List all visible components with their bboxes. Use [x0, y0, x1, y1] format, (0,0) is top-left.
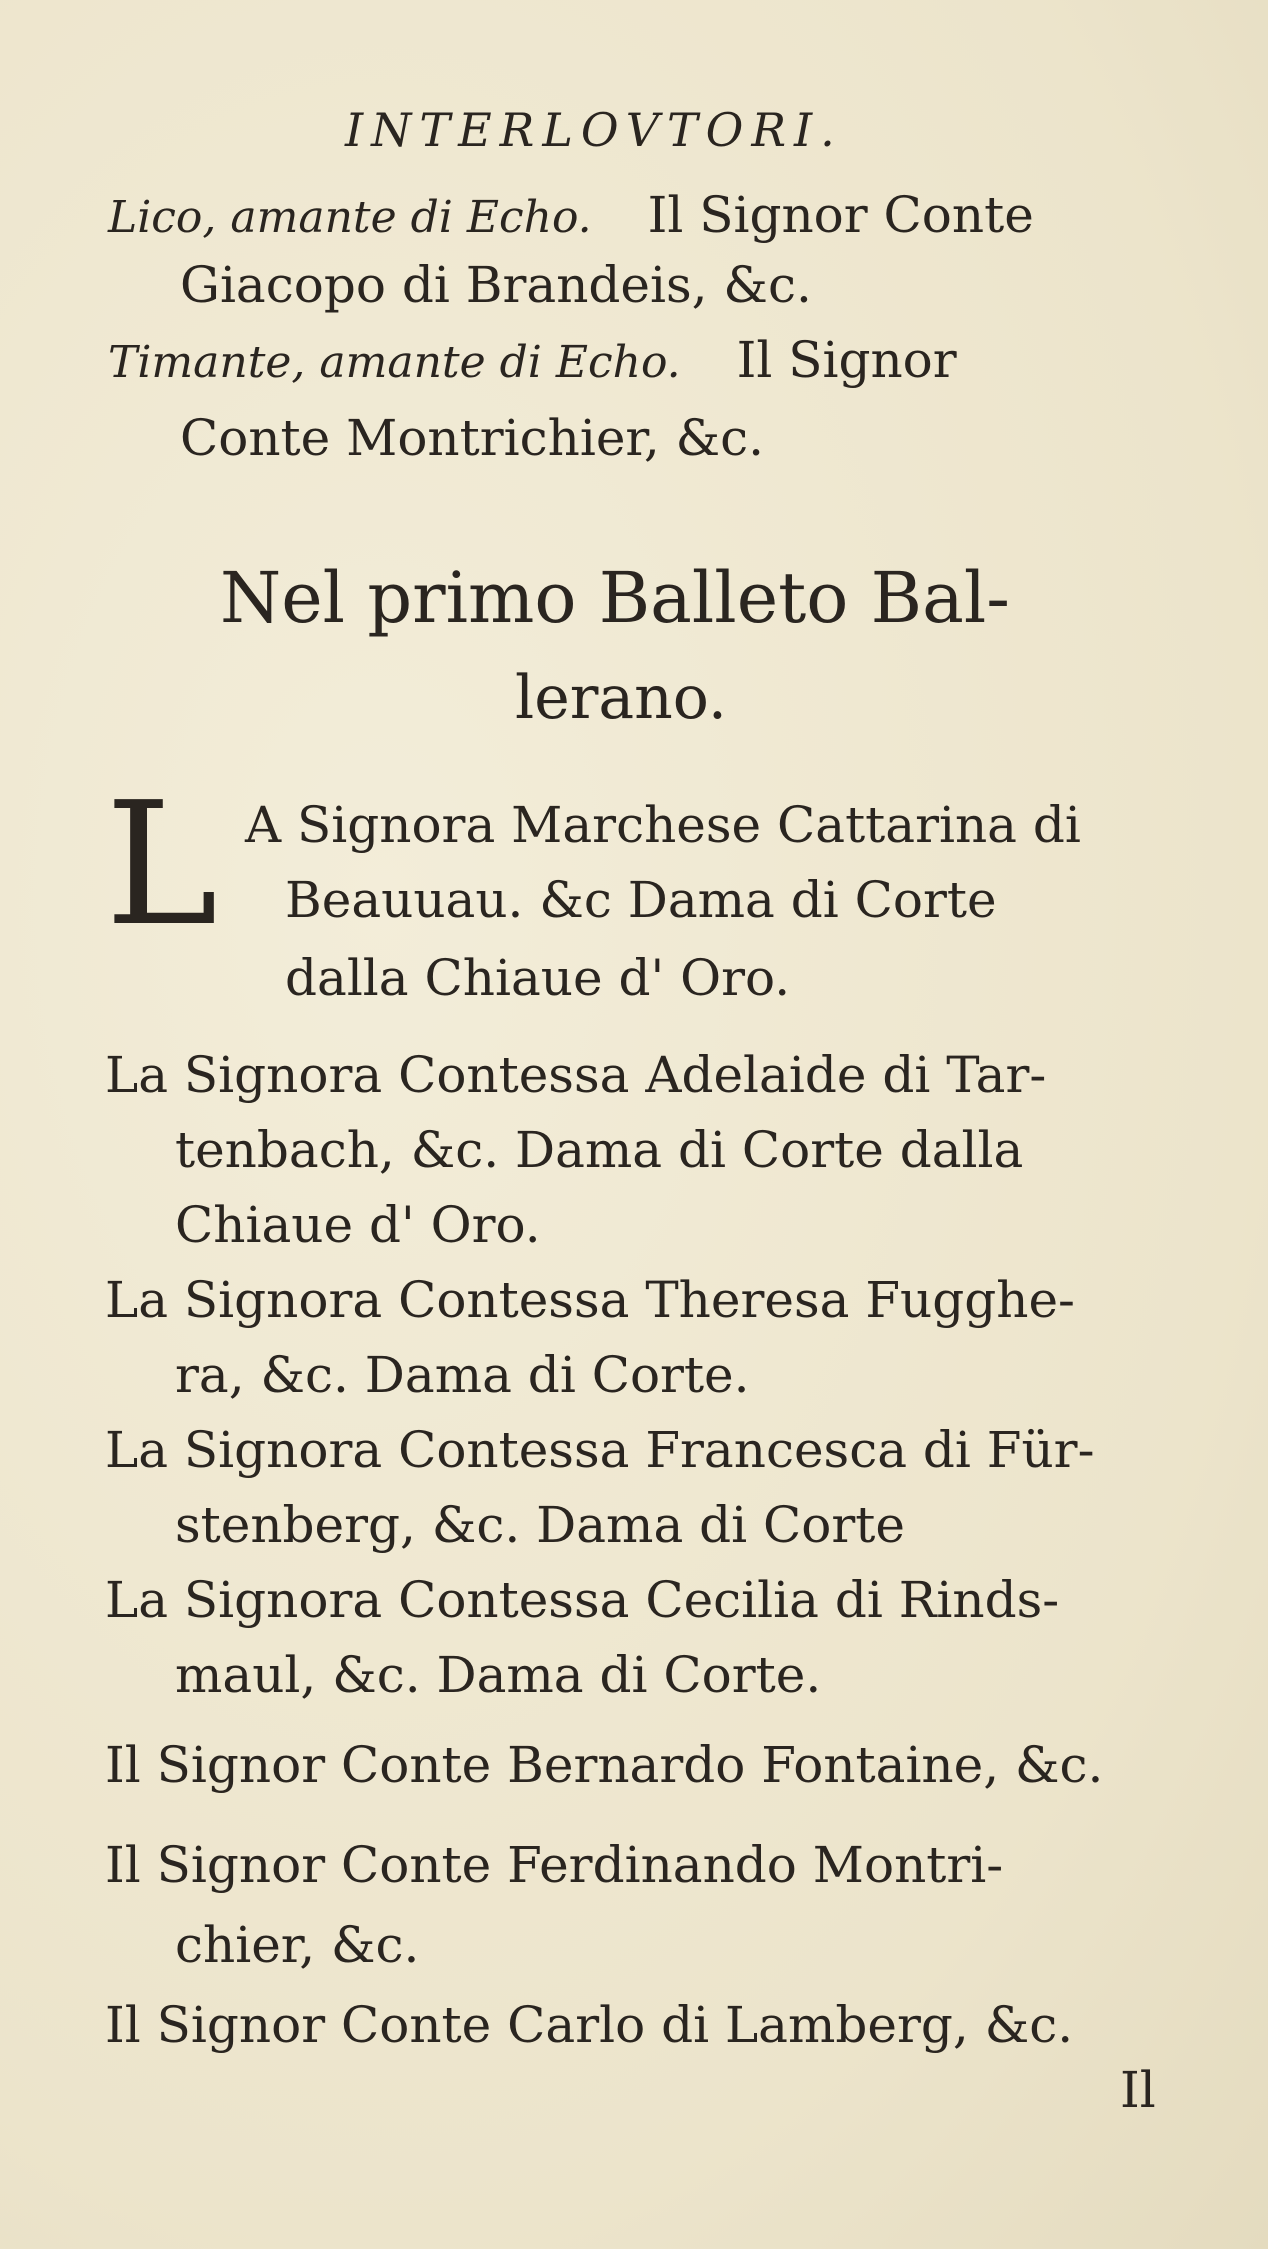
page-header: INTERLOVTORI.: [345, 103, 843, 157]
entry-line: Chiaue d' Oro.: [175, 1196, 541, 1254]
entry-line: chier, &c.: [175, 1916, 420, 1974]
catchword: Il: [1120, 2061, 1156, 2119]
cast-line: [108, 185, 1034, 248]
actor-continuation: Conte Montrichier, &c.: [180, 409, 765, 467]
entry-line: La Signora Contessa Theresa Fugghe-: [105, 1271, 1075, 1329]
role-name: Lico, amante di Echo.: [108, 192, 592, 243]
section-heading-continuation: lerano.: [515, 663, 727, 733]
entry-line: A Signora Marchese Cattarina di: [245, 796, 1081, 854]
cast-line: [108, 330, 957, 393]
actor-name: Il Signor: [736, 331, 957, 389]
role-name: Timante, amante di Echo.: [108, 337, 681, 388]
entry-line: Il Signor Conte Carlo di Lamberg, &c.: [105, 1996, 1074, 2054]
section-heading: Nel primo Balleto Bal-: [220, 557, 1010, 639]
entry-line: maul, &c. Dama di Corte.: [175, 1646, 822, 1704]
entry-line: dalla Chiaue d' Oro.: [285, 949, 791, 1007]
entry-line: La Signora Contessa Francesca di Für-: [105, 1421, 1095, 1479]
entry-line: Il Signor Conte Ferdinando Montri-: [105, 1836, 1004, 1894]
entry-line: La Signora Contessa Cecilia di Rinds-: [105, 1571, 1060, 1629]
entry-line: stenberg, &c. Dama di Corte: [175, 1496, 905, 1554]
actor-continuation: Giacopo di Brandeis, &c.: [180, 256, 812, 314]
entry-line: tenbach, &c. Dama di Corte dalla: [175, 1121, 1024, 1179]
drop-cap: L: [105, 766, 218, 964]
entry-line: La Signora Contessa Adelaide di Tar-: [105, 1046, 1047, 1104]
actor-name: Il Signor Conte: [647, 186, 1034, 244]
entry-line: ra, &c. Dama di Corte.: [175, 1346, 750, 1404]
entry-line: Beauuau. &c Dama di Corte: [285, 871, 997, 929]
entry-line: Il Signor Conte Bernardo Fontaine, &c.: [105, 1736, 1104, 1794]
